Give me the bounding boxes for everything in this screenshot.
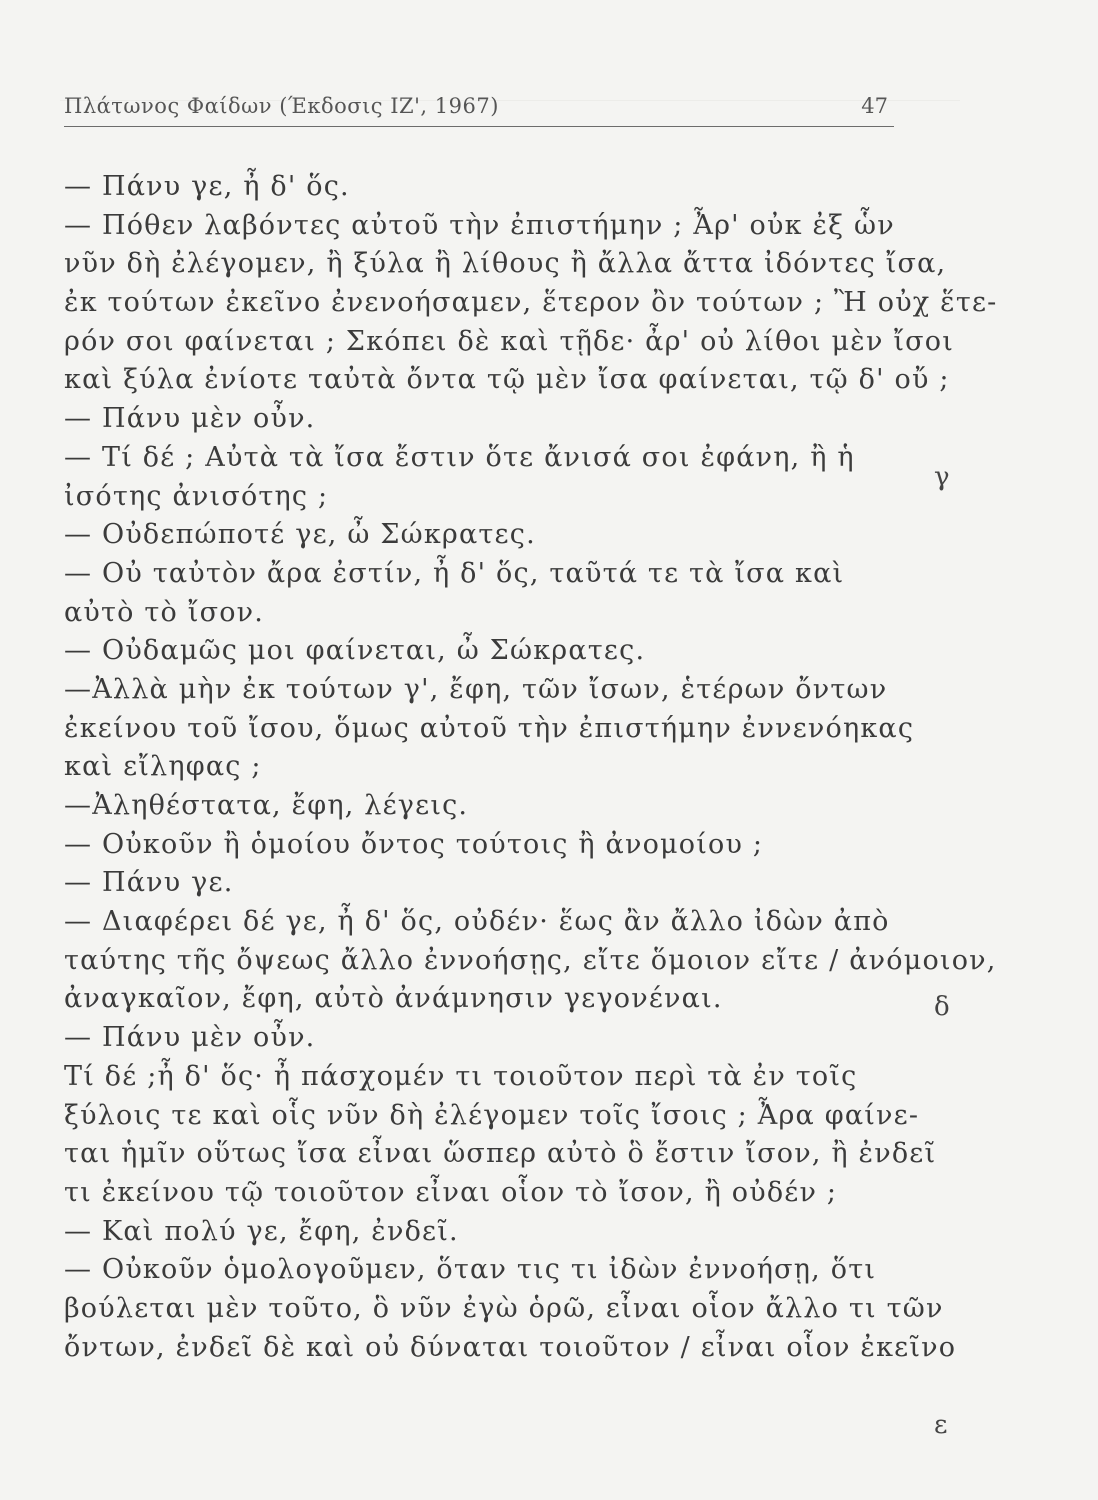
text-line: ἐκείνου τοῦ ἴσου, ὅμως αὐτοῦ τὴν ἐπιστήμην ἐννενόηκας — [64, 712, 915, 744]
text-line: ἀναγκαῖον, ἔφη, αὐτὸ ἀνάμνησιν γεγονέναι. — [64, 983, 723, 1015]
text-line: καὶ εἴληφας ; — [64, 751, 262, 783]
running-header — [64, 94, 894, 127]
text-line: — Οὐδεπώποτέ γε, ὦ Σώκρατες. — [64, 519, 536, 551]
text-line: αὐτὸ τὸ ἴσον. — [64, 596, 265, 628]
margin-section-epsilon: ε — [934, 1410, 948, 1440]
text-line: — Πάνυ γε, ἦ δ' ὅς. — [64, 171, 350, 202]
margin-section-delta: δ — [934, 992, 950, 1022]
text-line: — Τί δέ ; Αὐτὰ τὰ ἴσα ἔστιν ὅτε ἄνισά σοι ἐφάνη, ἢ ἡ — [64, 441, 855, 473]
text-line: — Πάνυ μὲν οὖν. — [64, 1022, 316, 1054]
text-line: ξύλοις τε καὶ οἷς νῦν δὴ ἐλέγομεν τοῖς ἴσοις ; Ἆρα φαίνε- — [64, 1099, 920, 1131]
text-line: — Διαφέρει δέ γε, ἦ δ' ὅς, οὐδέν· ἕως ἂν ἄλλο ἰδὼν ἀπὸ — [64, 906, 890, 938]
text-line: — Καὶ πολύ γε, ἔφη, ἐνδεῖ. — [64, 1215, 459, 1247]
text-line: —Ἀλλὰ μὴν ἐκ τούτων γ', ἔφη, τῶν ἴσων, ἑτέρων ὄντων — [64, 673, 888, 705]
text-line: τι ἐκείνου τῷ τοιοῦτον εἶναι οἷον τὸ ἴσον, ἢ οὐδέν ; — [64, 1176, 838, 1208]
text-line: ἐκ τούτων ἐκεῖνο ἐνενοήσαμεν, ἕτερον ὂν τούτων ; Ἢ οὐχ ἕτε- — [64, 287, 998, 319]
body-text — [64, 168, 998, 1367]
text-line: ρόν σοι φαίνεται ; Σκόπει δὲ καὶ τῇδε· ἆρ' οὐ λίθοι μὲν ἴσοι — [64, 325, 955, 357]
page-number: 47 — [861, 94, 888, 118]
text-line: ται ἡμῖν οὕτως ἴσα εἶναι ὥσπερ αὐτὸ ὃ ἔστιν ἴσον, ἢ ἐνδεῖ — [64, 1138, 937, 1170]
text-line: Τί δέ ;ἦ δ' ὅς· ἦ πάσχομέν τι τοιοῦτον περὶ τὰ ἐν τοῖς — [64, 1060, 858, 1092]
header-title: Πλάτωνος Φαίδων (Έκδοσις ΙΖ', 1967) — [64, 94, 499, 118]
text-line: νῦν δὴ ἐλέγομεν, ἢ ξύλα ἢ λίθους ἢ ἄλλα ἄττα ἰδόντες ἴσα, — [64, 248, 947, 280]
text-line: — Οὐκοῦν ἢ ὁμοίου ὄντος τούτοις ἢ ἀνομοίου ; — [64, 828, 764, 860]
text-line: — Οὐδαμῶς μοι φαίνεται, ὦ Σώκρατες. — [64, 635, 646, 667]
text-line: βούλεται μὲν τοῦτο, ὃ νῦν ἐγὼ ὁρῶ, εἶναι οἷον ἄλλο τι τῶν — [64, 1292, 944, 1324]
text-line: — Πόθεν λαβόντες αὐτοῦ τὴν ἐπιστήμην ; Ἆρ' οὐκ ἐξ ὧν — [64, 209, 895, 241]
text-line: —Ἀληθέστατα, ἔφη, λέγεις. — [64, 790, 469, 821]
text-line: — Πάνυ γε. — [64, 867, 234, 899]
text-line: — Οὐκοῦν ὁμολογοῦμεν, ὅταν τις τι ἰδὼν ἐννοήσῃ, ὅτι — [64, 1254, 877, 1286]
text-line: — Πάνυ μὲν οὖν. — [64, 403, 316, 435]
text-line: ὄντων, ἐνδεῖ δὲ καὶ οὐ δύναται τοιοῦτον / εἶναι οἷον ἐκεῖνο — [64, 1331, 957, 1363]
text-line: ταύτης τῆς ὄψεως ἄλλο ἐννοήσῃς, εἴτε ὅμοιον εἴτε / ἀνόμοιον, — [64, 944, 997, 976]
text-line: καὶ ξύλα ἐνίοτε ταὐτὰ ὄντα τῷ μὲν ἴσα φαίνεται, τῷ δ' οὔ ; — [64, 364, 950, 396]
margin-section-gamma: γ — [934, 462, 950, 492]
text-line: ἰσότης ἀνισότης ; — [64, 480, 329, 512]
text-line: — Οὐ ταὐτὸν ἄρα ἐστίν, ἦ δ' ὅς, ταῦτά τε τὰ ἴσα καὶ — [64, 557, 845, 589]
